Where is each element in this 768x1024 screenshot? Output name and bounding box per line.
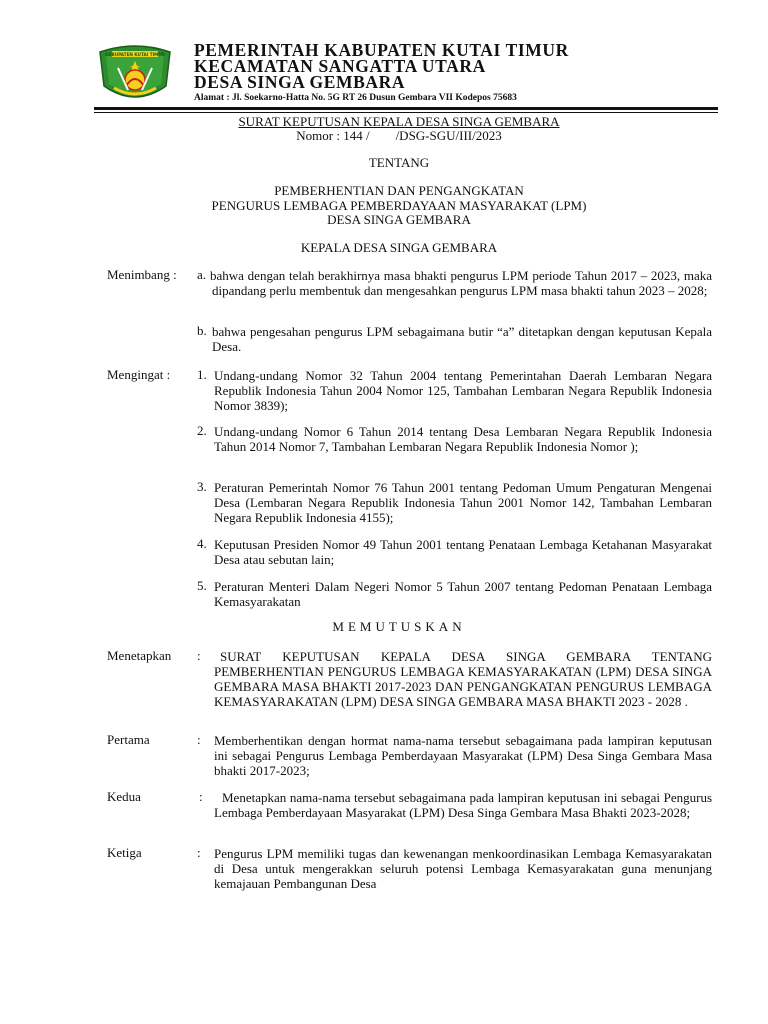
ketiga-label: Ketiga bbox=[107, 845, 142, 860]
letterhead-line-1: PEMERINTAH KABUPATEN KUTAI TIMUR bbox=[194, 40, 569, 60]
kedua-colon: : bbox=[199, 789, 203, 804]
menetapkan-text: SURAT KEPUTUSAN KEPALA DESA SINGA GEMBARA TENTANG PEMBERHENTIAN PENGURUS LEMBAGA KEMASYARAKATAN (LPM) DESA SINGA GEMBARA MASA BHAKTI 2017-2023 DAN PENGANGKATAN PENGURUS LEMBAGA KEMASYARAKATAN (LPM) DESA SINGA GEMBARA MASA BHAKTI 2023 - 2028 . bbox=[214, 649, 712, 709]
memutuskan-heading: MEMUTUSKAN bbox=[332, 619, 466, 634]
letterhead-address: Alamat : Jl. Soekarno-Hatta No. 5G RT 26 Dusun Gembara VII Kodepos 75683 bbox=[194, 93, 517, 103]
document-heading: SURAT KEPUTUSAN KEPALA DESA SINGA GEMBARA bbox=[238, 114, 560, 129]
mengingat-item-1: Undang-undang Nomor 32 Tahun 2004 tentang Pemerintahan Daerah Lembaran Negara Republik Indonesia Tahun 2004 Nomor 125, Tambahan Lembaran Negara Republik Indonesia Nomor 3839); bbox=[214, 368, 712, 413]
pertama-colon: : bbox=[197, 732, 201, 747]
mengingat-marker-3: 3. bbox=[197, 479, 207, 494]
kutai-timur-emblem-icon bbox=[96, 42, 174, 106]
letterhead-divider-thick bbox=[94, 107, 718, 110]
letterhead bbox=[194, 42, 714, 105]
mengingat-item-4: Keputusan Presiden Nomor 49 Tahun 2001 tentang Penataan Lembaga Ketahanan Masyarakat Desa atau sebutan lain; bbox=[214, 537, 712, 567]
mengingat-label: Mengingat : bbox=[107, 367, 171, 382]
mengingat-item-2: Undang-undang Nomor 6 Tahun 2014 tentang Desa Lembaran Negara Republik Indonesia Tahun 2014 Nomor 7, Tambahan Lembaran Negara Republik Indonesia Nomor ); bbox=[214, 424, 712, 454]
pertama-text: Memberhentikan dengan hormat nama-nama tersebut sebagaimana pada lampiran keputusan ini sebagai Pengurus Lembaga Pemberdayaan Masyarakat (LPM) Desa Singa Gembara Masa bhakti 2017-2023; bbox=[214, 733, 712, 778]
menimbang-item-a: bahwa dengan telah berakhirnya masa bhakti pengurus LPM periode Tahun 2017 – 2023, maka dipandang perlu membentuk dan mengesahkan pengurus LPM masa bhakti tahun 2023 – 2028; bbox=[210, 268, 712, 298]
subject-line-1: PEMBERHENTIAN DAN PENGANGKATAN bbox=[274, 183, 524, 198]
kedua-text: Menetapkan nama-nama tersebut sebagaimana pada lampiran keputusan ini sebagai Pengurus Lembaga Pemberdayaan Masyarakat (LPM) Desa Singa Gembara Masa Bhakti 2023-2028; bbox=[214, 790, 712, 820]
menetapkan-label: Menetapkan bbox=[107, 648, 172, 663]
letterhead-divider-thin bbox=[94, 112, 718, 113]
tentang-label: TENTANG bbox=[368, 155, 430, 170]
mengingat-item-5: Peraturan Menteri Dalam Negeri Nomor 5 Tahun 2007 tentang Pedoman Penataan Lembaga Kemasyarakatan bbox=[214, 579, 712, 609]
menimbang-item-b: bahwa pengesahan pengurus LPM sebagaimana butir “a” ditetapkan dengan keputusan Kepala Desa. bbox=[212, 324, 712, 354]
pertama-label: Pertama bbox=[107, 732, 150, 747]
subject-line-2: PENGURUS LEMBAGA PEMBERDAYAAN MASYARAKAT (LPM) bbox=[211, 198, 587, 213]
menimbang-marker-a: a. bbox=[197, 267, 207, 282]
ketiga-text: Pengurus LPM memiliki tugas dan kewenangan menkoordinasikan Lembaga Kemasyarakatan di Desa untuk mengerakkan seluruh potensi Lembaga Kemasyarakatan guna menunjang kemajauan Pembangunan Desa bbox=[214, 846, 712, 891]
menetapkan-colon: : bbox=[197, 648, 201, 663]
menimbang-label: Menimbang : bbox=[107, 267, 177, 282]
letterhead-line-2: KECAMATAN SANGATTA UTARA bbox=[194, 56, 486, 76]
authority-line: KEPALA DESA SINGA GEMBARA bbox=[300, 240, 498, 255]
mengingat-marker-5: 5. bbox=[197, 578, 207, 593]
mengingat-marker-4: 4. bbox=[197, 536, 207, 551]
subject-line-3: DESA SINGA GEMBARA bbox=[327, 212, 471, 227]
letterhead-line-3: DESA SINGA GEMBARA bbox=[194, 72, 406, 92]
menimbang-marker-b: b. bbox=[197, 323, 207, 338]
emblem-text: KABUPATEN KUTAI TIMUR bbox=[105, 52, 165, 57]
document-number: Nomor : 144 / /DSG-SGU/III/2023 bbox=[296, 128, 502, 143]
mengingat-item-3: Peraturan Pemerintah Nomor 76 Tahun 2001 tentang Pedoman Umum Pengaturan Mengenai Desa (Lembaran Negara Republik Indonesia Tahun 2001 Nomor 142, Tambahan Lembaran Negara Republik Indonesia 4155); bbox=[214, 480, 712, 525]
kedua-label: Kedua bbox=[107, 789, 141, 804]
ketiga-colon: : bbox=[197, 845, 201, 860]
mengingat-marker-2: 2. bbox=[197, 423, 207, 438]
mengingat-marker-1: 1. bbox=[197, 367, 207, 382]
